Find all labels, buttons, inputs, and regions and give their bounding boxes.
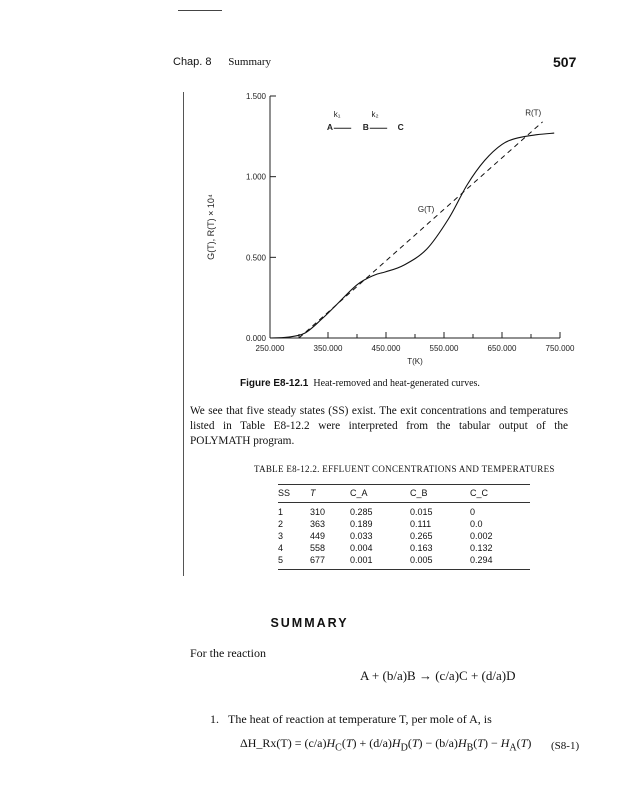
caption-text: Heat-removed and heat-generated curves.	[313, 378, 480, 389]
summary-heading: SUMMARY	[270, 616, 349, 630]
chapter-label: Chap. 8	[173, 56, 212, 68]
reaction-text: A + (b/a)B → (c/a)C + (d/a)D	[360, 668, 516, 683]
x-tick-label: 250.000	[255, 344, 285, 353]
table-cell: 0.111	[409, 519, 432, 529]
table-header-1: T	[310, 485, 350, 503]
y-tick-label: 1.000	[245, 172, 266, 182]
k2-label: k₂	[371, 109, 379, 119]
y-tick-label: 0.000	[245, 334, 266, 343]
table-header-0: SS	[278, 485, 310, 503]
chart-axes	[206, 96, 560, 366]
table-cell: 677	[310, 554, 350, 570]
table-row	[278, 542, 530, 554]
caption-label: Figure E8-12.1	[240, 378, 309, 389]
species-a: A	[326, 121, 333, 132]
body-paragraph: We see that five steady states (SS) exist. The exit concentrations and temperatures listed in Table E8-12.2 were interpreted from the tabular output of the POLYMATH program.	[190, 405, 568, 447]
summary-intro: For the reaction	[190, 646, 266, 660]
table-row	[278, 503, 530, 519]
table-cell: 0.294	[470, 554, 530, 570]
figure-caption	[240, 378, 600, 389]
table-cell: 0.001	[350, 554, 410, 570]
table-cell: 449	[309, 531, 326, 541]
table-cell: 0.002	[469, 531, 493, 541]
y-tick-label: 1.500	[245, 92, 266, 101]
effluent-table	[278, 484, 530, 570]
x-tick-label: 750.000	[545, 344, 575, 353]
figure-chart	[190, 86, 580, 376]
section-title: Summary	[228, 56, 272, 68]
page-number: 507	[553, 54, 577, 70]
table-cell: 558	[309, 543, 326, 553]
table-row	[278, 554, 530, 570]
item-text: The heat of reaction at temperature T, per mole of A, is	[228, 712, 492, 726]
table-cell: 2	[278, 519, 284, 529]
chart-ticks	[246, 92, 575, 353]
k1-label: k₁	[333, 109, 341, 119]
running-head	[173, 56, 271, 68]
table-cell: 0.015	[409, 507, 433, 517]
table-header-4: C_C	[470, 485, 530, 503]
table-cell: 4	[278, 543, 284, 553]
table-title: TABLE E8-12.2. EFFLUENT CONCENTRATIONS AND TEMPERATURES	[254, 464, 555, 474]
g-curve-label: G(T)	[417, 205, 435, 215]
table-cell: 1	[278, 507, 284, 517]
table-cell: 0.005	[410, 554, 470, 570]
x-tick-label: 650.000	[487, 344, 517, 353]
header-rule	[178, 10, 222, 11]
y-tick-label: 0.500	[245, 253, 266, 263]
table-cell: 0.132	[469, 543, 493, 553]
reaction-equation	[360, 668, 515, 684]
r-line-label: R(T)	[525, 108, 542, 118]
heat-of-reaction-equation: ΔH_Rx(T) = $(c/a)H_C(T) + (d/a)H_D(T) - (b/a)H_B(T) - H_A(T)$	[240, 736, 532, 754]
table-header-row	[278, 485, 530, 503]
x-tick-label: 350.000	[313, 344, 343, 353]
table-header-3: C_B	[410, 485, 470, 503]
table-cell: 0.033	[350, 531, 373, 541]
table-cell: 0	[469, 507, 475, 517]
table-cell: 363	[309, 519, 326, 529]
chart-series	[270, 122, 554, 338]
x-axis-title: T(K)	[407, 357, 423, 366]
table-cell: 0.163	[409, 543, 433, 553]
summary-item-1	[210, 712, 492, 727]
x-tick-label: 450.000	[371, 344, 401, 353]
series-g-curve	[270, 133, 554, 338]
table-cell: 0.285	[350, 507, 373, 517]
equation-number: (S8-1)	[551, 740, 580, 752]
table-cell: 0.004	[350, 543, 373, 553]
table-cell: 0.0	[469, 519, 483, 529]
series-r-line	[299, 122, 543, 338]
table-header-2: C_A	[350, 485, 410, 503]
change-bar	[183, 92, 184, 576]
table-row	[278, 518, 530, 530]
table-cell: 310	[309, 507, 326, 517]
table-cell: 0.265	[409, 531, 433, 541]
x-tick-label: 550.000	[429, 344, 459, 353]
table-body	[278, 503, 530, 570]
species-c: C	[397, 121, 404, 132]
table-cell: 3	[278, 531, 284, 541]
table-cell: 5	[278, 554, 310, 570]
item-number: 1.	[210, 712, 219, 726]
y-axis-title: G(T), R(T) × 10⁴	[206, 194, 216, 260]
species-b: B	[362, 121, 369, 132]
table-row	[278, 530, 530, 542]
table-cell: 0.189	[350, 519, 373, 529]
chart-annotations	[327, 108, 542, 214]
equation-lhs: ΔH_Rx(T)	[240, 736, 292, 750]
